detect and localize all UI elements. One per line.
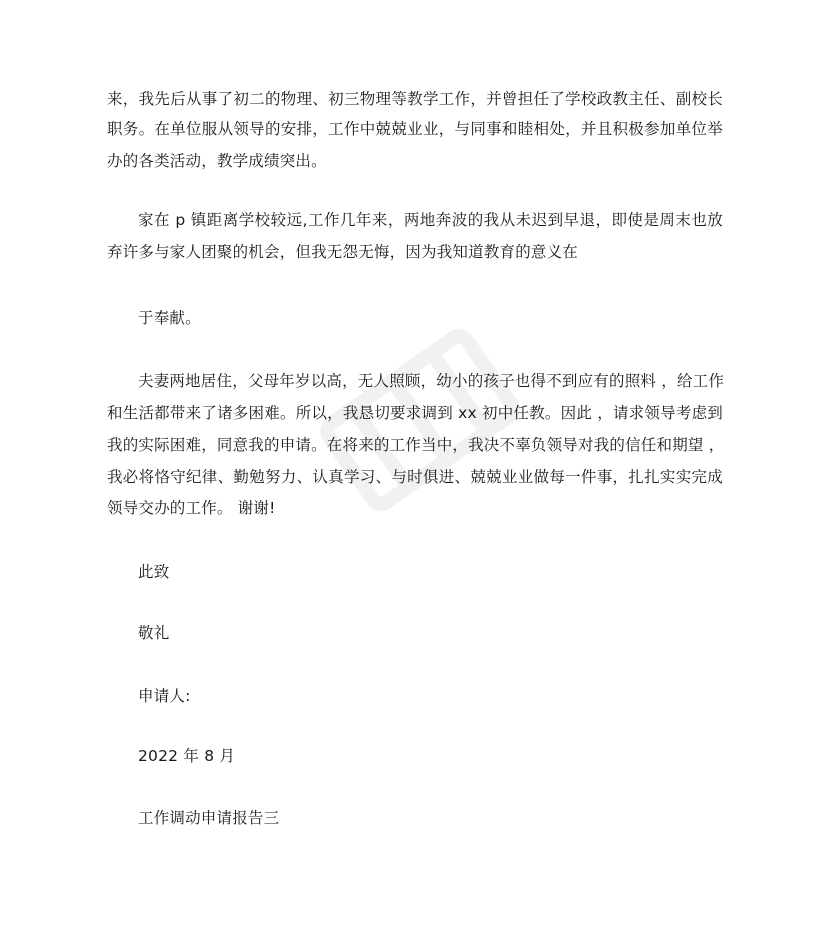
paragraph-2-line-1: 家在 p 镇距离学校较远,工作几年来，两地奔波的我从未迟到早退，即使是周末也放	[138, 211, 723, 229]
paragraph-4-line-3: 我的实际困难，同意我的申请。在将来的工作当中，我决不辜负领导对我的信任和期望 ，	[107, 436, 725, 454]
paragraph-1-line-1: 来，我先后从事了初二的物理、初三物理等教学工作，并曾担任了学校政教主任、副校长	[107, 90, 723, 108]
paragraph-1-line-2: 职务。在单位服从领导的安排，工作中兢兢业业，与同事和睦相处，并且积极参加单位举	[107, 120, 723, 138]
applicant-label: 申请人:	[138, 687, 191, 705]
next-section-title: 工作调动申请报告三	[138, 809, 280, 827]
paragraph-4-line-2: 和生活都带来了诸多困难。所以，我恳切要求调到 xx 初中任教。因此 ，请求领导考虑到	[107, 404, 723, 422]
date-line: 2022 年 8 月	[138, 747, 236, 765]
paragraph-3: 于奉献。	[138, 309, 201, 327]
paragraph-4-line-5: 领导交办的工作。 谢谢!	[107, 499, 276, 517]
paragraph-2-line-2: 弃许多与家人团聚的机会，但我无怨无悔，因为我知道教育的意义在	[107, 243, 579, 261]
closing-line-2: 敬礼	[138, 624, 170, 642]
paragraph-1-line-3: 办的各类活动，教学成绩突出。	[107, 152, 327, 170]
paragraph-4-line-1: 夫妻两地居住，父母年岁以高，无人照顾，幼小的孩子也得不到应有的照料 ，给工作	[138, 372, 725, 390]
paragraph-4-line-4: 我必将恪守纪律、勤勉努力、认真学习、与时俱进、兢兢业业做每一件事，扎扎实实完成	[107, 468, 723, 486]
closing-line-1: 此致	[138, 563, 170, 581]
